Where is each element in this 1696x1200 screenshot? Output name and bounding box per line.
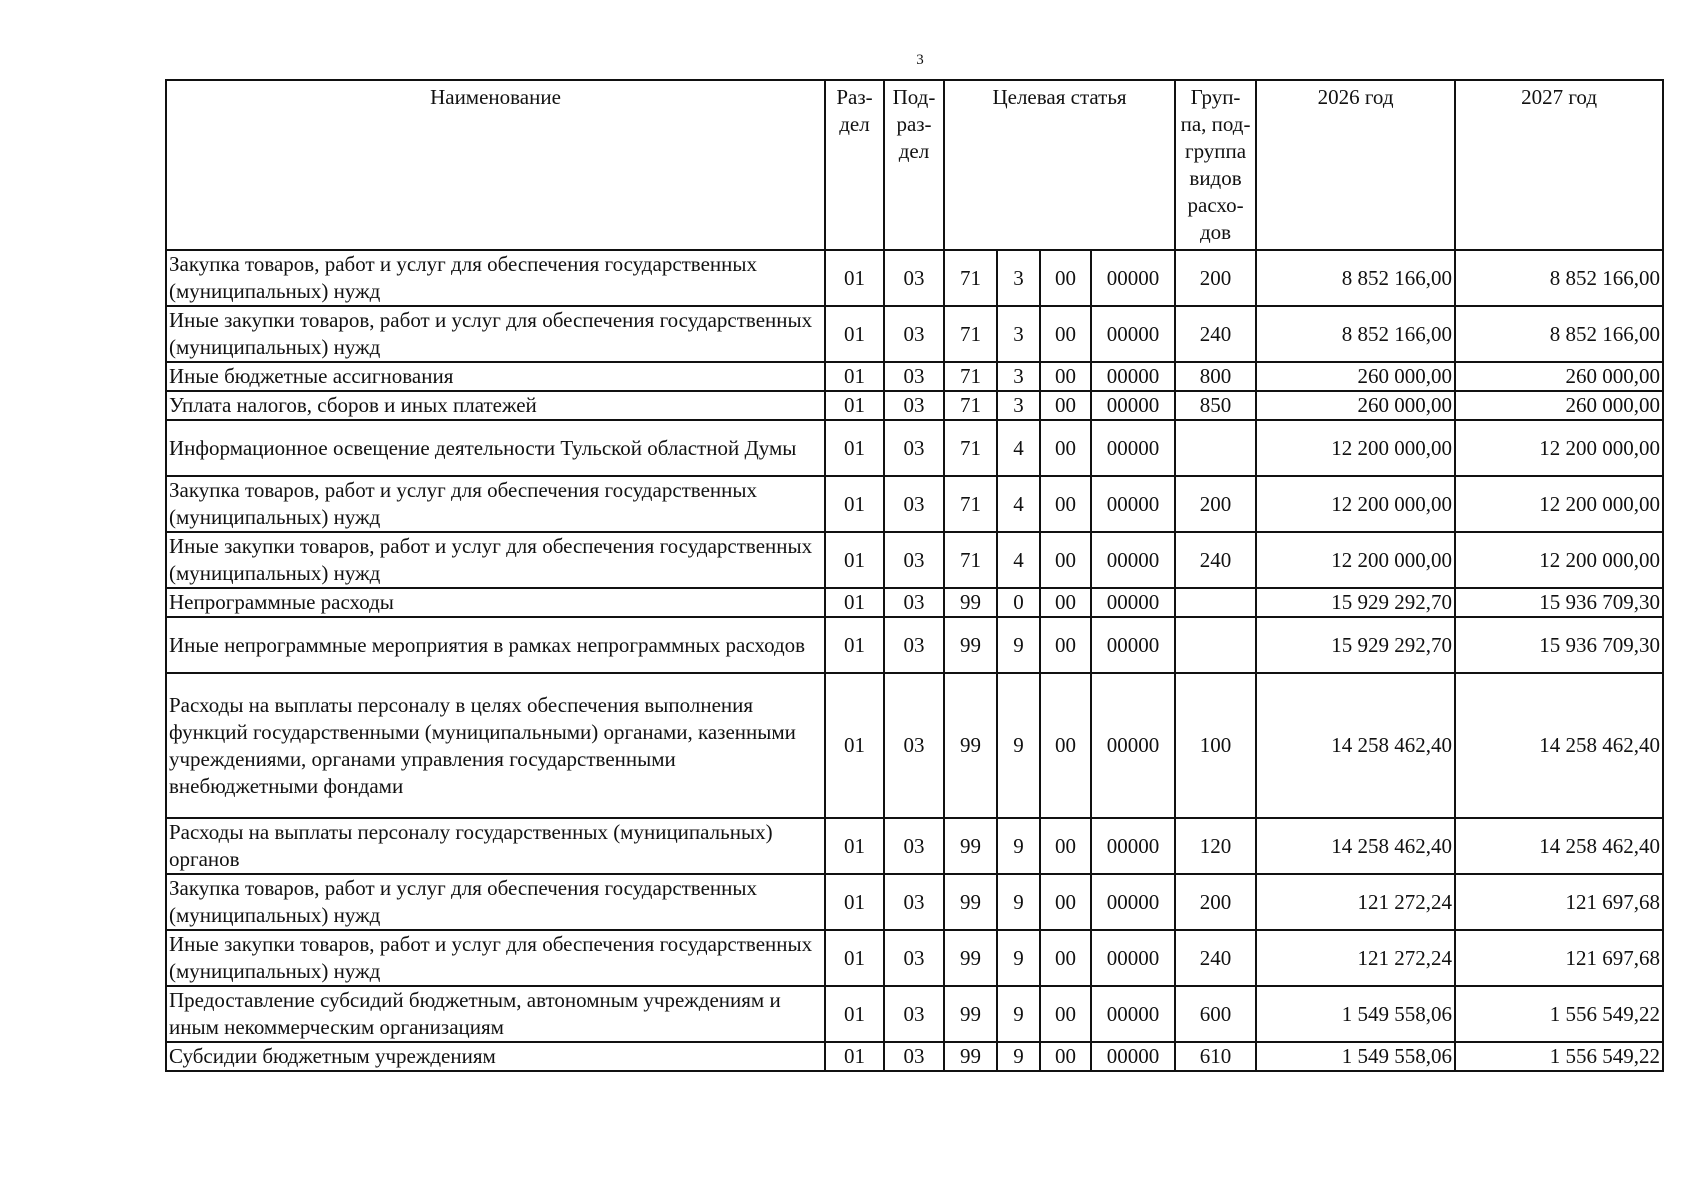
table-cell-target-subprogram: 00 [1040, 673, 1091, 818]
table-cell-subsection: 03 [884, 391, 944, 420]
table-cell-section: 01 [825, 986, 884, 1042]
table-cell-name: Информационное освещение деятельности Тульской областной Думы [166, 420, 825, 476]
table-cell-amount-2026: 12 200 000,00 [1256, 532, 1455, 588]
table-cell-target-type: 9 [997, 1042, 1040, 1071]
header-section [825, 80, 884, 250]
table-body [166, 250, 1663, 1071]
table-row [166, 532, 1663, 588]
table-cell-section: 01 [825, 420, 884, 476]
table-cell-expense-group: 200 [1175, 250, 1256, 306]
table-cell-amount-2027: 14 258 462,40 [1455, 673, 1663, 818]
table-cell-target-direction: 00000 [1091, 1042, 1175, 1071]
table-cell-subsection: 03 [884, 420, 944, 476]
table-cell-target-subprogram: 00 [1040, 874, 1091, 930]
table-cell-amount-2027: 1 556 549,22 [1455, 1042, 1663, 1071]
table-cell-section: 01 [825, 362, 884, 391]
table-cell-expense-group: 200 [1175, 476, 1256, 532]
table-cell-expense-group: 200 [1175, 874, 1256, 930]
table-cell-amount-2026: 260 000,00 [1256, 391, 1455, 420]
table-cell-target-program: 99 [944, 588, 997, 617]
table-cell-name: Закупка товаров, работ и услуг для обеспечения государственных (муниципальных) нужд [166, 476, 825, 532]
table-cell-amount-2026: 14 258 462,40 [1256, 818, 1455, 874]
table-cell-target-subprogram: 00 [1040, 986, 1091, 1042]
table-cell-name: Иные закупки товаров, работ и услуг для обеспечения государственных (муниципальных) нужд [166, 532, 825, 588]
table-cell-amount-2026: 15 929 292,70 [1256, 617, 1455, 673]
table-cell-name: Непрограммные расходы [166, 588, 825, 617]
table-row [166, 250, 1663, 306]
table-row [166, 874, 1663, 930]
table-cell-target-direction: 00000 [1091, 306, 1175, 362]
table-cell-subsection: 03 [884, 532, 944, 588]
table-cell-target-subprogram: 00 [1040, 420, 1091, 476]
header-year-2027: 2027 год [1455, 80, 1663, 250]
table-cell-target-type: 4 [997, 476, 1040, 532]
table-cell-name: Субсидии бюджетным учреждениям [166, 1042, 825, 1071]
table-cell-target-program: 99 [944, 673, 997, 818]
table-cell-section: 01 [825, 930, 884, 986]
table-cell-subsection: 03 [884, 588, 944, 617]
table-cell-target-program: 71 [944, 476, 997, 532]
table-cell-section: 01 [825, 617, 884, 673]
table-cell-target-direction: 00000 [1091, 874, 1175, 930]
table-cell-expense-group: 240 [1175, 930, 1256, 986]
table-cell-target-program: 71 [944, 391, 997, 420]
table-cell-target-subprogram: 00 [1040, 930, 1091, 986]
table-cell-target-program: 99 [944, 818, 997, 874]
table-cell-amount-2026: 260 000,00 [1256, 362, 1455, 391]
table-cell-target-type: 9 [997, 986, 1040, 1042]
table-cell-amount-2026: 1 549 558,06 [1256, 1042, 1455, 1071]
table-cell-target-program: 71 [944, 250, 997, 306]
table-cell-target-direction: 00000 [1091, 617, 1175, 673]
table-row [166, 588, 1663, 617]
table-cell-target-program: 99 [944, 930, 997, 986]
table-cell-name: Иные закупки товаров, работ и услуг для обеспечения государственных (муниципальных) нужд [166, 930, 825, 986]
table-cell-target-type: 0 [997, 588, 1040, 617]
table-cell-expense-group: 100 [1175, 673, 1256, 818]
table-cell-expense-group: 120 [1175, 818, 1256, 874]
table-cell-name: Расходы на выплаты персоналу государственных (муниципальных) органов [166, 818, 825, 874]
table-cell-expense-group: 240 [1175, 306, 1256, 362]
header-subsection [884, 80, 944, 250]
table-cell-target-subprogram: 00 [1040, 476, 1091, 532]
table-cell-name: Уплата налогов, сборов и иных платежей [166, 391, 825, 420]
table-cell-target-direction: 00000 [1091, 476, 1175, 532]
table-cell-section: 01 [825, 250, 884, 306]
header-subsection-text: Под- раз- дел [892, 85, 936, 163]
table-cell-amount-2027: 14 258 462,40 [1455, 818, 1663, 874]
table-cell-target-type: 9 [997, 818, 1040, 874]
header-expense-group-text: Груп- па, под- группа видов расхо- дов [1180, 85, 1251, 244]
table-cell-target-type: 4 [997, 532, 1040, 588]
header-year-2026: 2026 год [1256, 80, 1455, 250]
table-cell-subsection: 03 [884, 673, 944, 818]
table-cell-section: 01 [825, 476, 884, 532]
table-cell-subsection: 03 [884, 986, 944, 1042]
table-cell-amount-2026: 121 272,24 [1256, 874, 1455, 930]
table-cell-target-subprogram: 00 [1040, 617, 1091, 673]
table-row [166, 420, 1663, 476]
table-cell-section: 01 [825, 874, 884, 930]
table-cell-target-direction: 00000 [1091, 588, 1175, 617]
table-cell-target-type: 4 [997, 420, 1040, 476]
table-cell-subsection: 03 [884, 306, 944, 362]
table-cell-amount-2026: 15 929 292,70 [1256, 588, 1455, 617]
table-cell-amount-2027: 8 852 166,00 [1455, 306, 1663, 362]
table-cell-subsection: 03 [884, 874, 944, 930]
table-cell-target-direction: 00000 [1091, 930, 1175, 986]
table-header-row [166, 80, 1663, 250]
table-row [166, 476, 1663, 532]
table-cell-section: 01 [825, 818, 884, 874]
header-name: Наименование [166, 80, 825, 250]
table-cell-subsection: 03 [884, 476, 944, 532]
table-cell-name: Закупка товаров, работ и услуг для обеспечения государственных (муниципальных) нужд [166, 250, 825, 306]
table-row [166, 362, 1663, 391]
table-cell-target-type: 9 [997, 930, 1040, 986]
table-cell-amount-2026: 1 549 558,06 [1256, 986, 1455, 1042]
table-cell-section: 01 [825, 532, 884, 588]
table-cell-name: Иные бюджетные ассигнования [166, 362, 825, 391]
table-row [166, 986, 1663, 1042]
table-cell-amount-2027: 260 000,00 [1455, 362, 1663, 391]
table-cell-name: Закупка товаров, работ и услуг для обеспечения государственных (муниципальных) нужд [166, 874, 825, 930]
table-cell-target-subprogram: 00 [1040, 250, 1091, 306]
table-cell-subsection: 03 [884, 362, 944, 391]
table-cell-name: Расходы на выплаты персоналу в целях обеспечения выполнения функций государственными (муниципальными) органами, казенными учреждениями, органами управления государственными внебюджетными фондами [166, 673, 825, 818]
table-cell-target-type: 9 [997, 673, 1040, 818]
table-cell-subsection: 03 [884, 1042, 944, 1071]
table-cell-expense-group: 600 [1175, 986, 1256, 1042]
table-cell-target-program: 71 [944, 362, 997, 391]
table-cell-amount-2026: 8 852 166,00 [1256, 250, 1455, 306]
table-cell-target-type: 9 [997, 874, 1040, 930]
table-cell-target-subprogram: 00 [1040, 1042, 1091, 1071]
budget-table [165, 79, 1664, 1072]
table-cell-target-direction: 00000 [1091, 362, 1175, 391]
table-cell-section: 01 [825, 1042, 884, 1071]
table-cell-section: 01 [825, 306, 884, 362]
table-cell-target-type: 9 [997, 617, 1040, 673]
header-section-text: Раз- дел [836, 85, 873, 136]
table-cell-name: Иные закупки товаров, работ и услуг для обеспечения государственных (муниципальных) нужд [166, 306, 825, 362]
table-cell-subsection: 03 [884, 930, 944, 986]
table-cell-amount-2026: 14 258 462,40 [1256, 673, 1455, 818]
table-row [166, 673, 1663, 818]
table-cell-target-program: 99 [944, 1042, 997, 1071]
table-cell-target-direction: 00000 [1091, 818, 1175, 874]
table-cell-target-program: 99 [944, 874, 997, 930]
table-cell-target-program: 71 [944, 532, 997, 588]
table-row [166, 818, 1663, 874]
table-cell-amount-2027: 8 852 166,00 [1455, 250, 1663, 306]
table-cell-target-direction: 00000 [1091, 391, 1175, 420]
table-cell-target-subprogram: 00 [1040, 818, 1091, 874]
table-cell-expense-group: 850 [1175, 391, 1256, 420]
table-cell-target-subprogram: 00 [1040, 391, 1091, 420]
table-cell-amount-2026: 8 852 166,00 [1256, 306, 1455, 362]
table-cell-section: 01 [825, 673, 884, 818]
table-row [166, 617, 1663, 673]
table-cell-target-subprogram: 00 [1040, 306, 1091, 362]
table-cell-target-direction: 00000 [1091, 986, 1175, 1042]
table-cell-amount-2027: 121 697,68 [1455, 930, 1663, 986]
table-cell-expense-group: 610 [1175, 1042, 1256, 1071]
table-cell-amount-2027: 12 200 000,00 [1455, 532, 1663, 588]
table-row [166, 930, 1663, 986]
table-cell-amount-2027: 1 556 549,22 [1455, 986, 1663, 1042]
table-cell-amount-2026: 12 200 000,00 [1256, 476, 1455, 532]
table-cell-expense-group [1175, 588, 1256, 617]
table-cell-target-program: 71 [944, 306, 997, 362]
table-row [166, 1042, 1663, 1071]
header-expense-group [1175, 80, 1256, 250]
page-number: 3 [916, 52, 924, 68]
table-cell-name: Предоставление субсидий бюджетным, автономным учреждениям и иным некоммерческим организациям [166, 986, 825, 1042]
table-cell-amount-2027: 12 200 000,00 [1455, 476, 1663, 532]
table-cell-amount-2026: 12 200 000,00 [1256, 420, 1455, 476]
table-cell-section: 01 [825, 588, 884, 617]
table-cell-amount-2027: 15 936 709,30 [1455, 588, 1663, 617]
header-target-article: Целевая статья [944, 80, 1175, 250]
table-cell-target-type: 3 [997, 306, 1040, 362]
table-cell-target-direction: 00000 [1091, 673, 1175, 818]
table-row [166, 391, 1663, 420]
table-cell-amount-2027: 15 936 709,30 [1455, 617, 1663, 673]
table-cell-target-program: 99 [944, 986, 997, 1042]
table-cell-amount-2026: 121 272,24 [1256, 930, 1455, 986]
table-cell-target-subprogram: 00 [1040, 362, 1091, 391]
table-cell-expense-group: 800 [1175, 362, 1256, 391]
table-cell-target-subprogram: 00 [1040, 532, 1091, 588]
table-cell-expense-group: 240 [1175, 532, 1256, 588]
table-cell-subsection: 03 [884, 818, 944, 874]
table-cell-expense-group [1175, 420, 1256, 476]
table-cell-target-direction: 00000 [1091, 250, 1175, 306]
table-cell-subsection: 03 [884, 617, 944, 673]
table-cell-target-subprogram: 00 [1040, 588, 1091, 617]
table-cell-target-program: 71 [944, 420, 997, 476]
table-cell-target-direction: 00000 [1091, 532, 1175, 588]
table-row [166, 306, 1663, 362]
table-cell-target-direction: 00000 [1091, 420, 1175, 476]
table-cell-amount-2027: 260 000,00 [1455, 391, 1663, 420]
table-cell-target-type: 3 [997, 250, 1040, 306]
table-cell-target-type: 3 [997, 391, 1040, 420]
table-cell-target-type: 3 [997, 362, 1040, 391]
table-cell-subsection: 03 [884, 250, 944, 306]
table-cell-target-program: 99 [944, 617, 997, 673]
table-cell-expense-group [1175, 617, 1256, 673]
table-cell-amount-2027: 121 697,68 [1455, 874, 1663, 930]
table-cell-section: 01 [825, 391, 884, 420]
table-cell-name: Иные непрограммные мероприятия в рамках непрограммных расходов [166, 617, 825, 673]
table-cell-amount-2027: 12 200 000,00 [1455, 420, 1663, 476]
